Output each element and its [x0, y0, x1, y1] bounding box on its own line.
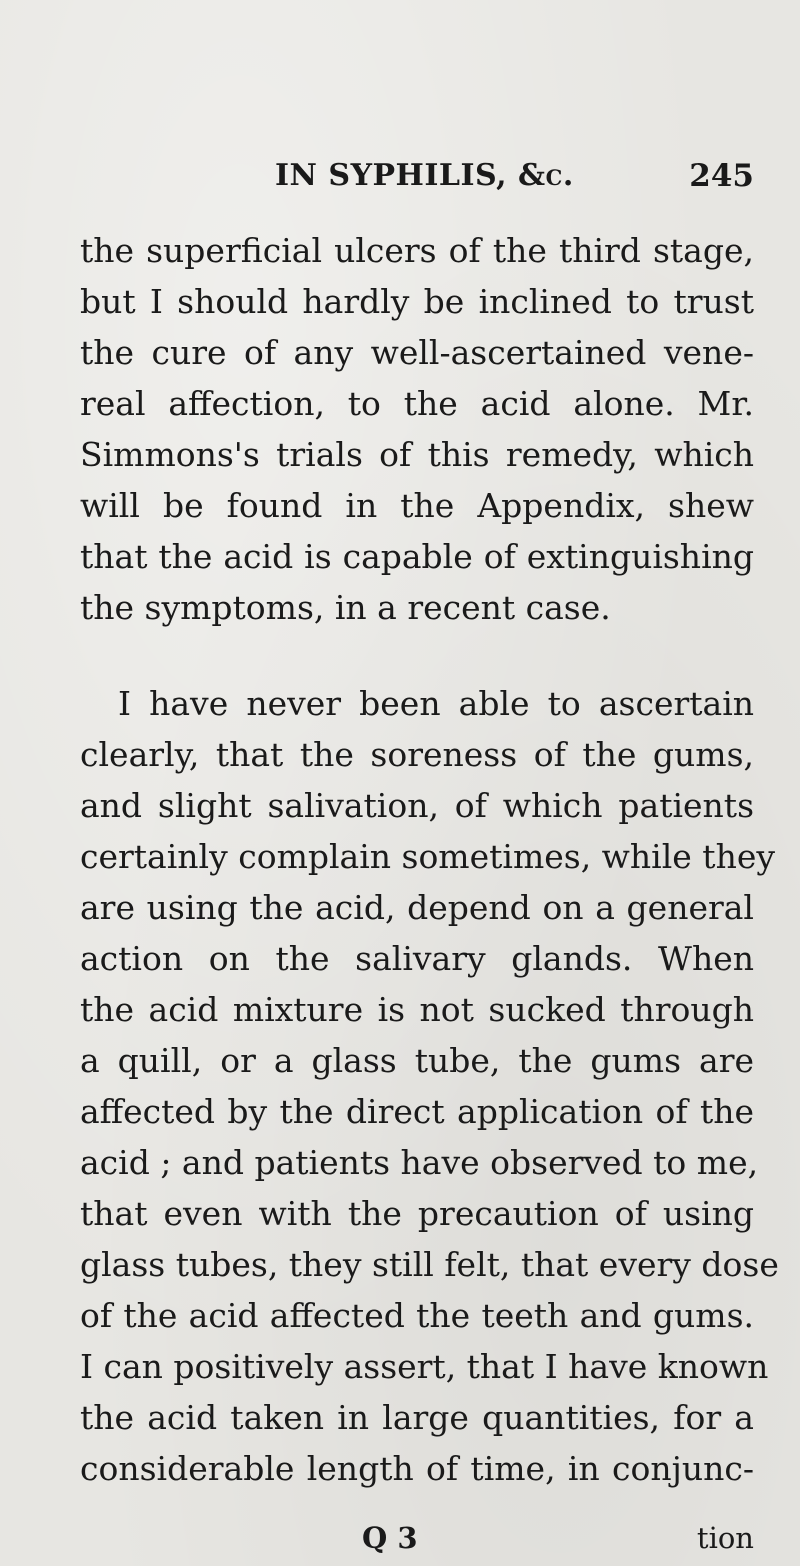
running-head: [80, 158, 754, 202]
text-line: glass tubes, they still felt, that every dose: [80, 1245, 779, 1284]
text-line: the superficial ulcers of the third stage,: [80, 231, 754, 270]
text-line: a quill, or a glass tube, the gums are: [80, 1041, 754, 1080]
text-line: certainly complain sometimes, while they: [80, 837, 775, 876]
text-line: considerable length of time, in conjunc-: [80, 1449, 754, 1488]
text-line: clearly, that the soreness of the gums,: [80, 735, 754, 774]
text-line: but I should hardly be inclined to trust: [80, 282, 754, 321]
page-number: 245: [689, 158, 754, 194]
paragraph-2: [80, 678, 779, 1494]
text-line: are using the acid, depend on a general: [80, 888, 754, 927]
text-line: I can positively assert, that I have known: [80, 1347, 769, 1386]
text-line: will be found in the Appendix, shew: [80, 486, 754, 525]
text-line: the acid mixture is not sucked through: [80, 990, 754, 1029]
text-line: the symptoms, in a recent case.: [80, 588, 611, 627]
text-line: affected by the direct application of the: [80, 1092, 754, 1131]
text-line: I have never been able to ascertain: [118, 684, 754, 723]
paragraph-1: [80, 225, 754, 633]
running-head-title: IN SYPHILIS, &c.: [275, 158, 574, 193]
text-line: acid ; and patients have observed to me,: [80, 1143, 759, 1182]
signature-mark: Q 3: [362, 1521, 418, 1555]
text-line: the acid taken in large quantities, for a: [80, 1398, 754, 1437]
text-line: and slight salivation, of which patients: [80, 786, 754, 825]
text-line: that the acid is capable of extinguishing: [80, 537, 754, 576]
text-line: real affection, to the acid alone. Mr.: [80, 384, 754, 423]
text-line: of the acid affected the teeth and gums.: [80, 1296, 754, 1335]
text-line: the cure of any well-ascertained vene-: [80, 333, 754, 372]
page-footer: [80, 1521, 754, 1565]
text-line: action on the salivary glands. When: [80, 939, 754, 978]
catchword: tion: [696, 1521, 754, 1555]
text-line: that even with the precaution of using: [80, 1194, 754, 1233]
text-line: Simmons's trials of this remedy, which: [80, 435, 754, 474]
